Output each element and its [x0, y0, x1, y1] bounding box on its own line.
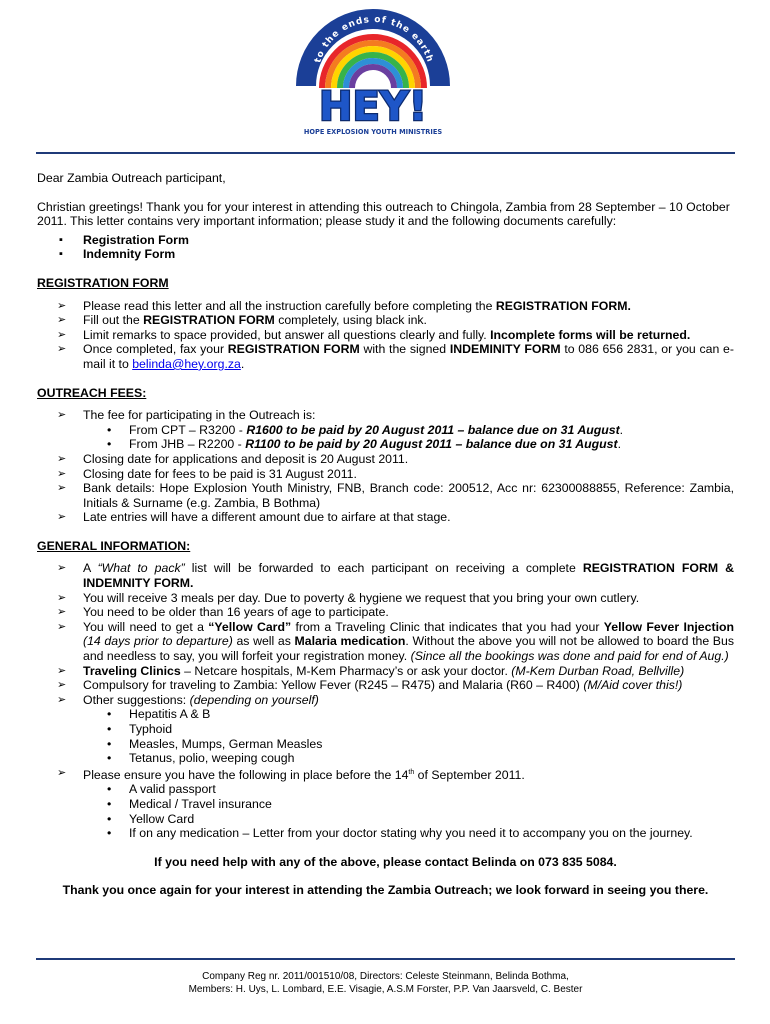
hey-logo	[288, 8, 458, 138]
list-item: ➢ Late entries will have a different amount due to airfare at that stage.	[37, 510, 734, 525]
list-item: ➢ You will need to get a “Yellow Card” from a Traveling Clinic that indicates that you had your Yellow Fever Injection (14 days prior to departure) as well as Malaria medication. Without the above you will not be allowed to board the Bus and needless to say, you will forfeit your registration money. (Since all the bookings was done and paid for end of Aug.)	[37, 620, 734, 664]
documents-list	[37, 233, 734, 262]
list-item: ➢ Other suggestions: (depending on yourself) • Hepatitis A & B • Typhoid • Measles, Mumps, German Measles • Tetanus, polio, weeping cough	[37, 693, 734, 766]
salutation: Dear Zambia Outreach participant,	[37, 171, 226, 185]
logo-wordmark: HEY!	[318, 84, 428, 130]
list-item: ➢ Closing date for applications and deposit is 20 August 2011.	[37, 452, 734, 467]
list-item: ➢ Fill out the REGISTRATION FORM completely, using black ink.	[37, 313, 734, 328]
list-item: • Yellow Card	[83, 812, 734, 827]
list-item: • A valid passport	[83, 782, 734, 797]
list-item: ➢ Compulsory for traveling to Zambia: Yellow Fever (R245 – R475) and Malaria (R60 – R400) (M/Aid cover this!)	[37, 678, 734, 693]
list-item: ➢ You will receive 3 meals per day. Due to poverty & hygiene we request that you bring your own cutlery.	[37, 591, 734, 606]
header-rule	[36, 152, 735, 154]
logo-org-name: HOPE EXPLOSION YOUTH MINISTRIES	[303, 128, 443, 136]
fees-heading: OUTREACH FEES:	[37, 385, 147, 400]
list-item: • If on any medication – Letter from your doctor stating why you need it to accompany you on the journey.	[83, 826, 734, 841]
fees-sublist	[83, 423, 734, 452]
list-item: ➢ You need to be older than 16 years of age to participate.	[37, 605, 734, 620]
list-item: • Hepatitis A & B	[83, 707, 734, 722]
footer-line: Company Reg nr. 2011/001510/08, Directors: Celeste Steinmann, Belinda Bothma,	[202, 971, 569, 982]
list-item: • Medical / Travel insurance	[83, 797, 734, 812]
list-item: • From JHB – R2200 - R1100 to be paid by 20 August 2011 – balance due on 31 August.	[83, 437, 734, 452]
document-item: ▪ Indemnity Form	[37, 247, 734, 262]
list-item: ➢ Once completed, fax your REGISTRATION FORM with the signed INDEMINITY FORM to 086 656 2831, or you can e-mail it to belinda@hey.org.za.	[37, 342, 734, 371]
document-item: ▪ Registration Form	[37, 233, 734, 248]
footer-line: Members: H. Uys, L. Lombard, E.E. Visagie, A.S.M Forster, P.P. Van Jaarsveld, C. Bester	[188, 984, 583, 995]
suggestions-list	[83, 707, 734, 765]
registration-heading: REGISTRATION FORM	[37, 275, 169, 290]
general-heading: GENERAL INFORMATION:	[37, 538, 191, 553]
list-item: ➢ Limit remarks to space provided, but answer all questions clearly and fully. Incomplete forms will be returned.	[37, 328, 734, 343]
list-item: ➢ Bank details: Hope Explosion Youth Ministry, FNB, Branch code: 200512, Acc nr: 62300088855, Reference: Zambia, Initials & Surname (e.g. Zambia, B Bothma)	[37, 481, 734, 510]
thanks-line: Thank you once again for your interest in attending the Zambia Outreach; we look forward in seeing you there.	[62, 883, 709, 898]
letter-body	[37, 171, 734, 898]
list-item: ➢ The fee for participating in the Outreach is: • From CPT – R3200 - R1600 to be paid by 20 August 2011 – balance due on 31 August. • From JHB – R2200 - R1100 to be paid by 20 August 2011 – balance due on 31 August.	[37, 408, 734, 452]
requirements-list	[83, 782, 734, 840]
general-list	[37, 561, 734, 840]
registration-list	[37, 299, 734, 372]
list-item: • Typhoid	[83, 722, 734, 737]
list-item: ➢ Please ensure you have the following in place before the 14th of September 2011. • A valid passport • Medical / Travel insurance • Yellow Card • If on any medication – Letter from your doctor stating why you need it to accompany you on the journey.	[37, 766, 734, 841]
intro-paragraph: Christian greetings! Thank you for your interest in attending this outreach to Chingola, Zambia from 28 September – 10 October 2011. This letter contains very important information; please study it and the following documents carefully:	[37, 199, 730, 229]
help-line: If you need help with any of the above, please contact Belinda on 073 835 5084.	[154, 854, 617, 869]
fees-list	[37, 408, 734, 525]
list-item: • From CPT – R3200 - R1600 to be paid by 20 August 2011 – balance due on 31 August.	[83, 423, 734, 438]
logo-arc-text: to the ends of the earth	[313, 14, 435, 65]
list-item: ➢ Traveling Clinics – Netcare hospitals, M-Kem Pharmacy’s or ask your doctor. (M-Kem Durban Road, Bellville)	[37, 664, 734, 679]
list-item: • Measles, Mumps, German Measles	[83, 737, 734, 752]
email-link[interactable]: belinda@hey.org.za	[132, 356, 241, 371]
footer-rule	[36, 958, 735, 960]
list-item: ➢ Please read this letter and all the instruction carefully before completing the REGISTRATION FORM.	[37, 299, 734, 314]
list-item: ➢ Closing date for fees to be paid is 31 August 2011.	[37, 467, 734, 482]
list-item: ➢ A “What to pack” list will be forwarded to each participant on receiving a complete REGISTRATION FORM & INDEMNITY FORM.	[37, 561, 734, 590]
footer	[36, 970, 735, 996]
list-item: • Tetanus, polio, weeping cough	[83, 751, 734, 766]
